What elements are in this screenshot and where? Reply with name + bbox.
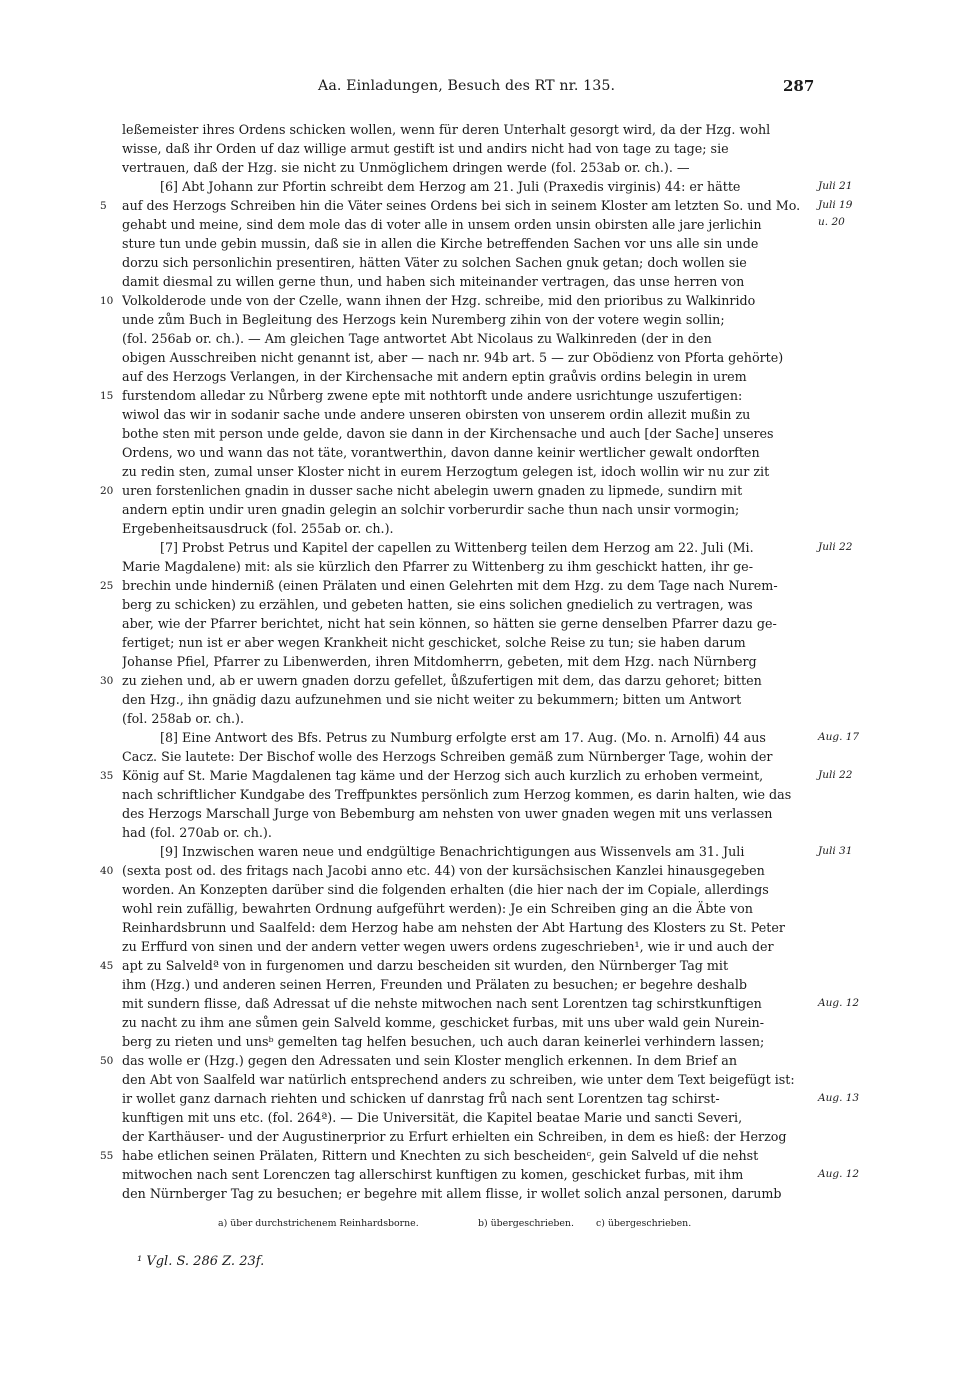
line-number: 25	[100, 580, 114, 592]
text-line: Johanse Pfiel, Pfarrer zu Libenwerden, ihren Mitdomherrn, gebeten, mit dem Hzg. nach Nürnberg	[122, 654, 757, 669]
text-line: unde zům Buch in Begleitung des Herzogs kein Nuremberg zihin von der votere wegin sollin;	[122, 312, 725, 327]
text-line: des Herzogs Marschall Jurge von Bebemburg am nehsten von uwer gnaden wegen mit uns verlassen	[122, 806, 773, 821]
line-number: 45	[100, 960, 114, 972]
text-line: Reinhardsbrunn und Saalfeld: dem Herzog habe am nehsten der Abt Hartung des Klosters zu St. Peter	[122, 920, 785, 935]
text-line: mit sundern flisse, daß Adressat uf die nehste mitwochen nach sent Lorentzen tag schirstkunftigen	[122, 996, 762, 1011]
margin-date-note: Juli 31	[818, 845, 853, 857]
line-number: 30	[100, 675, 114, 687]
text-line: fertiget; nun ist er aber wegen Krankheit nicht geschicket, solche Reise zu tun; sie haben darum	[122, 635, 746, 650]
margin-date-note: u. 20	[818, 216, 845, 228]
margin-date-note: Aug. 12	[818, 997, 860, 1009]
line-number: 35	[100, 770, 114, 782]
text-line: zu Erffurd von sinen und der andern vetter wegen uwers ordens zugeschrieben¹, wie ir und auch der	[122, 939, 774, 954]
text-line: zu nacht zu ihm ane sůmen gein Salveld komme, geschicket furbas, mit uns uber wald gein Nurein-	[122, 1015, 764, 1030]
text-line: Marie Magdalene) mit: als sie kürzlich den Pfarrer zu Wittenberg zu ihm geschickt hatten, ihr ge-	[122, 559, 753, 574]
text-line: [6] Abt Johann zur Pfortin schreibt dem Herzog am 21. Juli (Praxedis virginis) 44: er hätte	[160, 179, 741, 194]
text-line: wohl rein zufällig, bewahrten Ordnung aufgeführt werden): Je ein Schreiben ging an die Äbte von	[122, 901, 753, 916]
text-line: brechin unde hinderniß (einen Prälaten und einen Gelehrten mit dem Hzg. zu dem Tage nach Nurem-	[122, 578, 778, 593]
text-line: [7] Probst Petrus und Kapitel der capellen zu Wittenberg teilen dem Herzog am 22. Juli (Mi.	[160, 540, 754, 555]
text-line: den Hzg., ihn gnädig dazu aufzunehmen und sie nicht weiter zu bekummern; bitten um Antwort	[122, 692, 742, 707]
margin-date-note: Juli 22	[818, 769, 853, 781]
text-line: [9] Inzwischen waren neue und endgültige Benachrichtigungen aus Wissenvels am 31. Juli	[160, 844, 745, 859]
text-line: das wolle er (Hzg.) gegen den Adressaten und sein Kloster menglich erkennen. In dem Brief an	[122, 1053, 737, 1068]
line-number: 15	[100, 390, 114, 402]
text-line: furstendom alledar zu Nůrberg zwene epte mit nothtorft unde andere usrichtunge uszufertigen:	[122, 388, 743, 403]
line-number: 10	[100, 295, 114, 307]
line-number: 55	[100, 1150, 114, 1162]
text-line: [8] Eine Antwort des Bfs. Petrus zu Numburg erfolgte erst am 17. Aug. (Mo. n. Arnolfi) 44 aus	[160, 730, 766, 745]
text-line: (fol. 258ab or. ch.).	[122, 711, 245, 726]
text-line: Volkolderode unde von der Czelle, wann ihnen der Hzg. schreibe, mid den prioribus zu Walkinrido	[122, 293, 756, 308]
text-line: worden. An Konzepten darüber sind die folgenden erhalten (die hier nach der im Copiale, allerdings	[122, 882, 769, 897]
text-line: vertrauen, daß der Hzg. sie nicht zu Unmöglichem dringen werde (fol. 253ab or. ch.). —	[122, 160, 690, 175]
text-line: ir wollet ganz darnach riehten und schicken uf danrstag frů nach sent Lorentzen tag schirst-	[122, 1091, 720, 1106]
text-line: gehabt und meine, sind dem mole das di voter alle in unsem orden unsin obirsten alle jare jerlichin	[122, 217, 762, 232]
text-line: apt zu Salveldª von in furgenomen und darzu bescheiden sit wurden, den Nürnberger Tag mit	[122, 958, 729, 973]
text-line: wiwol das wir in sodanir sache unde andere unseren obirsten von unserem ordin allezit mußin zu	[122, 407, 751, 422]
line-number: 50	[100, 1055, 114, 1067]
text-line: nach schriftlicher Kundgabe des Treffpunktes persönlich zum Herzog kommen, es darin halten, wie das	[122, 787, 792, 802]
margin-date-note: Juli 22	[818, 541, 853, 553]
running-header	[0, 78, 960, 100]
text-line: auf des Herzogs Schreiben hin die Väter seines Ordens bei sich in seinem Kloster am letzten So. und Mo.	[122, 198, 801, 213]
text-line: sture tun unde gebin mussin, daß sie in allen die Kirche betreffenden Sachen vor uns alle sin unde	[122, 236, 759, 251]
text-line: (fol. 256ab or. ch.). — Am gleichen Tage antwortet Abt Nicolaus zu Walkinreden (der in den	[122, 331, 712, 346]
page-number: 287	[783, 77, 815, 95]
line-number: 5	[100, 200, 107, 212]
textual-footnotes	[0, 1218, 960, 1236]
margin-date-note: Aug. 12	[818, 1168, 860, 1180]
footnote-b: b) übergeschrieben.	[478, 1218, 574, 1229]
text-line: aber, wie der Pfarrer berichtet, nicht hat sein können, so hätten sie gerne denselben Pfarrer dazu ge-	[122, 616, 777, 631]
margin-date-note: Aug. 13	[818, 1092, 860, 1104]
text-line: den Nürnberger Tag zu besuchen; er begehre mit allem flisse, ir wollet solich anzal personen, darumb	[122, 1186, 782, 1201]
text-line: berg zu schicken) zu erzählen, und gebeten hatten, sie eins solichen gnedielich zu vertragen, was	[122, 597, 753, 612]
text-line: bothe sten mit person unde gelde, davon sie dann in der Kirchensache und auch [der Sache] unseres	[122, 426, 774, 441]
text-line: mitwochen nach sent Lorenczen tag allerschirst kunftigen zu komen, geschicket furbas, mit ihm	[122, 1167, 744, 1182]
text-line: had (fol. 270ab or. ch.).	[122, 825, 272, 840]
line-number: 20	[100, 485, 114, 497]
text-line: (sexta post od. des fritags nach Jacobi anno etc. 44) von der kursächsischen Kanzlei hinausgegeben	[122, 863, 765, 878]
text-line: obigen Ausschreiben nicht genannt ist, aber — nach nr. 94b art. 5 — zur Obödienz von Pforta gehörte)	[122, 350, 784, 365]
text-line: wisse, daß ihr Orden uf daz willige armut gestift ist und andirs nicht had von tage zu tage; sie	[122, 141, 729, 156]
text-line: leßemeister ihres Ordens schicken wollen, wenn für deren Unterhalt gesorgt wird, da der Hzg. wohl	[122, 122, 771, 137]
text-line: auf des Herzogs Verlangen, in der Kirchensache mit andern eptin graůvis ordins belegin in urem	[122, 369, 747, 384]
text-line: Cacz. Sie lautete: Der Bischof wolle des Herzogs Schreiben gemäß zum Nürnberger Tage, wohin der	[122, 749, 773, 764]
text-line: ihm (Hzg.) und anderen seinen Herren, Freunden und Prälaten zu besuchen; er begehre deshalb	[122, 977, 747, 992]
text-line: kunftigen mit uns etc. (fol. 264ª). — Die Universität, die Kapitel beatae Marie und sancti Severi,	[122, 1110, 743, 1125]
running-title: Aa. Einladungen, Besuch des RT nr. 135.	[318, 78, 616, 94]
margin-date-note: Aug. 17	[818, 731, 860, 743]
text-line: Ergebenheitsausdruck (fol. 255ab or. ch.).	[122, 521, 394, 536]
footnote-c: c) übergeschrieben.	[596, 1218, 692, 1229]
text-line: andern eptin undir uren gnadin gelegin an solchir vorberurdir sache thun nach unsir vormogin;	[122, 502, 740, 517]
text-line: König auf St. Marie Magdalenen tag käme und der Herzog sich auch kurzlich zu erhoben vermeint,	[122, 768, 764, 783]
text-line: den Abt von Saalfeld war natürlich entsprechend anders zu schreiben, wie unter dem Text beigefügt ist:	[122, 1072, 795, 1087]
footnote-a: a) über durchstrichenem Reinhardsborne.	[218, 1218, 419, 1229]
text-line: habe etlichen seinen Prälaten, Rittern und Knechten zu sich bescheidenᶜ, gein Salveld uf die nehst	[122, 1148, 759, 1163]
text-line: zu ziehen und, ab er uwern gnaden dorzu gefellet, ůßzufertigen mit dem, das darzu gehoret; bitten	[122, 673, 762, 688]
footnote-1: ¹ Vgl. S. 286 Z. 23f.	[137, 1254, 265, 1269]
text-line: uren forstenlichen gnadin in dusser sache nicht abelegin uwern gnaden zu lipmede, sundirn mit	[122, 483, 743, 498]
text-line: Ordens, wo und wann das not täte, vorantwerthin, davon danne keinir wertlicher gewalt ondorften	[122, 445, 760, 460]
margin-date-note: Juli 19	[818, 199, 853, 211]
text-line: damit diesmal zu willen gerne thun, und haben sich miteinander vertragen, das unse herren von	[122, 274, 745, 289]
text-line: berg zu rieten und unsᵇ gemelten tag helfen besuchen, uch auch daran keinerlei verhindern lassen;	[122, 1034, 765, 1049]
line-number: 40	[100, 865, 114, 877]
text-line: der Karthäuser- und der Augustinerprior zu Erfurt erhielten ein Schreiben, in dem es hieß: der Herzog	[122, 1129, 787, 1144]
margin-date-note: Juli 21	[818, 180, 853, 192]
text-line: dorzu sich personlichin presentiren, hätten Väter zu solchen Sachen gnuk getan; doch wollen sie	[122, 255, 747, 270]
text-line: zu redin sten, zumal unser Kloster nicht in eurem Herzogtum gelegen ist, idoch wollin wir nu zur zit	[122, 464, 770, 479]
